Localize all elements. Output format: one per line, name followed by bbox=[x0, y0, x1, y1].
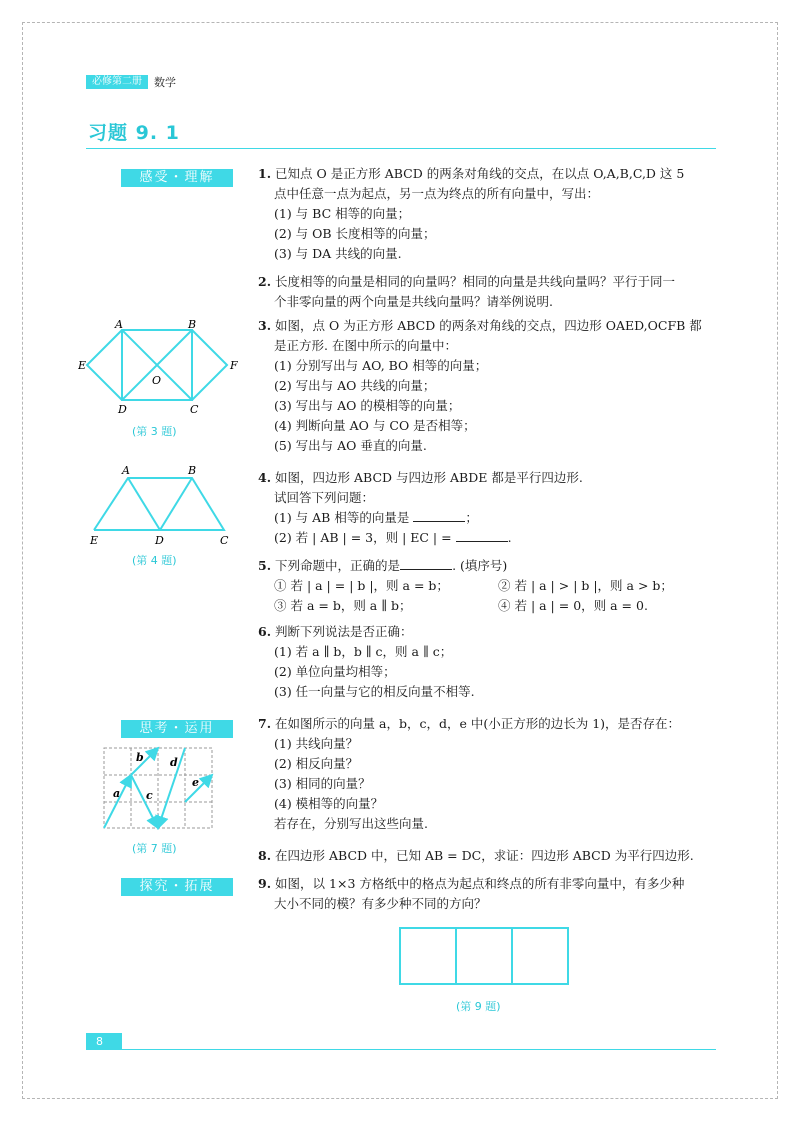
figure-7 bbox=[100, 744, 216, 834]
question-8 bbox=[258, 846, 694, 866]
grid-outline bbox=[400, 928, 568, 984]
q-item: (5) 写出与 AO 垂直的向量. bbox=[274, 438, 427, 453]
q-text: 如图，以 1×3 方格纸中的格点为起点和终点的所有非零向量中，有多少种 bbox=[275, 876, 685, 891]
label-f: F bbox=[230, 359, 238, 372]
label-a: A bbox=[122, 464, 130, 477]
question-6 bbox=[258, 622, 475, 702]
q-item: (1) 共线向量？ bbox=[274, 736, 359, 751]
book-label: 必修第二册 bbox=[86, 75, 148, 89]
q-text-cont: 若存在，分别写出这些向量. bbox=[274, 816, 428, 831]
caption-fig9: (第 9 题) bbox=[456, 1000, 501, 1013]
q-item: (3) 任一向量与它的相反向量不相等. bbox=[274, 684, 475, 699]
q-number: 6. bbox=[258, 624, 272, 639]
option: ② 若 | a | > | b |，则 a > b； bbox=[498, 578, 673, 593]
label-e: E bbox=[90, 534, 99, 546]
label-a: a bbox=[113, 787, 121, 800]
q-item: (2) 与 OB 长度相等的向量； bbox=[274, 226, 436, 241]
exercise-title: 习题 9. 1 bbox=[88, 122, 180, 144]
caption-fig3: (第 3 题) bbox=[132, 425, 177, 438]
square-oaed-side bbox=[87, 330, 122, 400]
q-number: 3. bbox=[258, 318, 272, 333]
q-item: (2) 若 | AB | = 3，则 | EC | = bbox=[274, 530, 452, 545]
question-1 bbox=[258, 164, 684, 264]
label-o: O bbox=[152, 374, 162, 387]
caption-fig4: (第 4 题) bbox=[132, 554, 177, 567]
q-text-cont: 是正方形. 在图中所示的向量中： bbox=[274, 338, 457, 353]
square-ocfb-side bbox=[192, 330, 227, 400]
q-item: (1) 与 BC 相等的向量； bbox=[274, 206, 411, 221]
figure-4 bbox=[84, 462, 240, 546]
option: ④ 若 | a | = 0，则 a = 0. bbox=[498, 598, 648, 613]
option: ③ 若 a = b，则 a ∥ b； bbox=[274, 598, 412, 613]
q-text: 在四边形 ABCD 中，已知 AB = DC，求证：四边形 ABCD 为平行四边形. bbox=[275, 848, 694, 863]
section-label-explore: 探究・拓展 bbox=[121, 878, 233, 896]
question-5 bbox=[258, 556, 673, 616]
q-item-end: ； bbox=[465, 510, 478, 525]
q-text: 已知点 O 是正方形 ABCD 的两条对角线的交点，在以点 O,A,B,C,D 这 5 bbox=[275, 166, 685, 181]
running-header bbox=[86, 75, 176, 89]
q-text-cont: 个非零向量的两个向量是共线向量吗？请举例说明. bbox=[274, 294, 553, 309]
label-c: C bbox=[190, 403, 199, 416]
q-item: (2) 单位向量均相等； bbox=[274, 664, 396, 679]
page-number: 8 bbox=[86, 1033, 122, 1050]
label-d: d bbox=[170, 756, 178, 769]
title-rule bbox=[86, 148, 716, 149]
q-item: (1) 与 AB 相等的向量是 bbox=[274, 510, 410, 525]
label-e: E bbox=[78, 359, 87, 372]
q-text-cont: 大小不同的模？有多少种不同的方向？ bbox=[274, 896, 487, 911]
figure-9 bbox=[398, 926, 570, 986]
label-e: e bbox=[192, 776, 199, 789]
answer-blank bbox=[413, 509, 465, 522]
question-4 bbox=[258, 468, 583, 548]
question-7 bbox=[258, 714, 680, 834]
q-number: 1. bbox=[258, 166, 272, 181]
section-label-apply: 思考・运用 bbox=[121, 720, 233, 738]
question-3 bbox=[258, 316, 702, 456]
q-text: 如图，点 O 为正方形 ABCD 的两条对角线的交点，四边形 OAED,OCFB 都 bbox=[275, 318, 702, 333]
caption-fig7: (第 7 题) bbox=[132, 842, 177, 855]
q-number: 4. bbox=[258, 470, 272, 485]
q-text: 下列命题中，正确的是 bbox=[275, 558, 401, 573]
label-d: D bbox=[118, 403, 127, 416]
option: ① 若 | a | = | b |，则 a = b； bbox=[274, 578, 449, 593]
q-item: (4) 判断向量 AO 与 CO 是否相等； bbox=[274, 418, 476, 433]
outline bbox=[94, 478, 224, 530]
question-9 bbox=[258, 874, 684, 914]
q-item: (1) 分别写出与 AO, BO 相等的向量； bbox=[274, 358, 488, 373]
q-item: (2) 写出与 AO 共线的向量； bbox=[274, 378, 436, 393]
answer-blank bbox=[400, 557, 452, 570]
q-number: 8. bbox=[258, 848, 272, 863]
q-text-cont: 试回答下列问题： bbox=[274, 490, 375, 505]
q-item-end: . bbox=[507, 530, 512, 545]
section-label-understand: 感受・理解 bbox=[121, 169, 233, 187]
label-a: A bbox=[115, 318, 123, 331]
q-text: 如图，四边形 ABCD 与四边形 ABDE 都是平行四边形. bbox=[275, 470, 583, 485]
footer-rule bbox=[122, 1049, 716, 1050]
figure-3 bbox=[78, 316, 246, 426]
q-text: 长度相等的向量是相同的向量吗？相同的向量是共线向量吗？平行于同一 bbox=[275, 274, 676, 289]
q-item: (1) 若 a ∥ b，b ∥ c，则 a ∥ c； bbox=[274, 644, 453, 659]
q-text: 在如图所示的向量 a，b，c，d，e 中(小正方形的边长为 1)，是否存在： bbox=[275, 716, 681, 731]
label-d: D bbox=[155, 534, 164, 546]
label-b: B bbox=[188, 464, 197, 477]
label-c: c bbox=[146, 789, 153, 802]
q-item: (4) 模相等的向量？ bbox=[274, 796, 384, 811]
label-c: C bbox=[220, 534, 229, 546]
label-b: b bbox=[136, 751, 144, 764]
q-number: 2. bbox=[258, 274, 272, 289]
q-text: 判断下列说法是否正确： bbox=[275, 624, 413, 639]
segment-ad bbox=[128, 478, 160, 530]
q-text-cont: 点中任意一点为起点，另一点为终点的所有向量中，写出： bbox=[274, 186, 600, 201]
q-item: (2) 相反向量？ bbox=[274, 756, 359, 771]
q-number: 5. bbox=[258, 558, 272, 573]
question-2 bbox=[258, 272, 675, 312]
q-item: (3) 与 DA 共线的向量. bbox=[274, 246, 402, 261]
q-number: 9. bbox=[258, 876, 272, 891]
answer-blank bbox=[456, 529, 508, 542]
q-number: 7. bbox=[258, 716, 272, 731]
segment-bd bbox=[160, 478, 192, 530]
q-text-end: . (填序号) bbox=[452, 558, 508, 573]
q-item: (3) 相同的向量？ bbox=[274, 776, 371, 791]
q-item: (3) 写出与 AO 的模相等的向量； bbox=[274, 398, 461, 413]
label-b: B bbox=[188, 318, 197, 331]
subject-label: 数学 bbox=[154, 76, 176, 89]
